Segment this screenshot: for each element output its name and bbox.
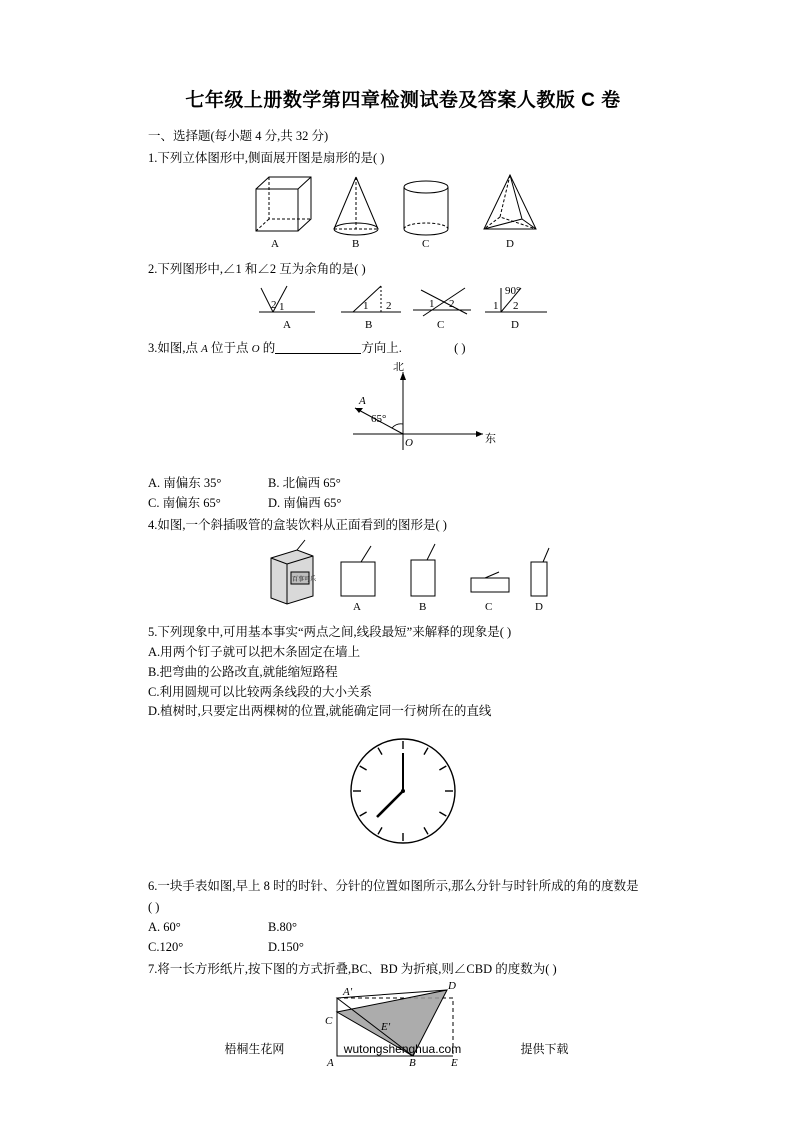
svg-text:D: D xyxy=(535,601,543,614)
answer-blank xyxy=(275,340,361,354)
question-3-figure xyxy=(148,362,658,462)
svg-text:90°: 90° xyxy=(505,285,521,298)
svg-text:C: C xyxy=(422,238,430,251)
point-a-label: A xyxy=(201,343,208,356)
svg-text:1: 1 xyxy=(363,300,369,313)
svg-text:B: B xyxy=(352,238,360,251)
svg-text:C: C xyxy=(485,601,493,614)
question-5-option-d: D.植树时,只要定出两棵树的位置,就能确定同一行树所在的直线 xyxy=(148,704,492,719)
question-4-figure xyxy=(148,538,658,619)
question-1-text: 1.下列立体图形中,侧面展开图是扇形的是( ) xyxy=(148,151,385,165)
question-3-suffix: 的 xyxy=(262,341,276,356)
question-6-options-row-2 xyxy=(148,938,658,957)
svg-text:E': E' xyxy=(381,1021,391,1034)
svg-text:D: D xyxy=(511,319,519,331)
figure-label: A xyxy=(271,238,279,251)
svg-text:2: 2 xyxy=(513,300,519,313)
svg-text:A: A xyxy=(353,601,361,614)
question-2-figure xyxy=(148,282,658,335)
svg-text:百事可乐: 百事可乐 xyxy=(292,577,317,584)
question-3-text xyxy=(148,339,658,358)
document-content xyxy=(148,85,658,1077)
svg-text:B: B xyxy=(419,601,427,614)
question-3-option-b: B. 北偏西 65° xyxy=(268,476,341,491)
section-heading: 一、选择题(每小题 4 分,共 32 分) xyxy=(148,129,329,143)
svg-text:A: A xyxy=(327,1057,334,1069)
svg-text:C: C xyxy=(437,319,445,331)
svg-text:D: D xyxy=(506,238,514,251)
svg-text:1: 1 xyxy=(429,298,435,311)
question-6-option-d: D.150° xyxy=(268,939,304,954)
svg-text:C: C xyxy=(325,1015,333,1028)
question-4-text: 4.如图,一个斜插吸管的盒装饮料从正面看到的图形是( ) xyxy=(148,517,447,532)
svg-text:D: D xyxy=(448,982,456,993)
question-3-option-c: C. 南偏东 65° xyxy=(148,495,221,510)
question-3-mid: 位于点 xyxy=(211,341,249,356)
footer-site-name: 梧桐生花网 xyxy=(224,1042,285,1056)
svg-text:B: B xyxy=(365,319,373,331)
svg-text:B: B xyxy=(409,1057,416,1069)
question-6-figure xyxy=(148,731,658,856)
question-7-figure xyxy=(148,982,658,1073)
question-5-text: 5.下列现象中,可用基本事实“两点之间,线段最短”来解释的现象是( ) xyxy=(148,625,512,640)
question-6-options-row-1 xyxy=(148,918,658,937)
question-3-tail: 方向上. xyxy=(361,341,402,356)
svg-text:2: 2 xyxy=(386,300,392,313)
svg-text:北: 北 xyxy=(393,362,404,374)
question-3-options-row-1 xyxy=(148,474,658,493)
question-6-option-b: B.80° xyxy=(268,920,297,935)
svg-text:A: A xyxy=(359,395,366,408)
svg-text:2: 2 xyxy=(271,299,277,312)
question-3-option-a: A. 南偏东 35° xyxy=(148,476,222,491)
svg-text:E: E xyxy=(451,1057,458,1069)
question-1-figure xyxy=(148,171,658,256)
svg-text:A: A xyxy=(283,319,291,331)
question-3-prefix: 3.如图,点 xyxy=(148,341,199,356)
footer-note: 提供下载 xyxy=(520,1042,569,1056)
question-6-option-c: C.120° xyxy=(148,939,184,954)
question-5-option-a: A.用两个钉子就可以把木条固定在墙上 xyxy=(148,645,361,660)
svg-text:1: 1 xyxy=(493,300,499,313)
svg-text:2: 2 xyxy=(449,298,455,311)
question-3-paren: ( ) xyxy=(454,341,466,356)
svg-text:1: 1 xyxy=(279,301,285,314)
svg-text:O: O xyxy=(405,437,413,450)
question-6-text: 6.一块手表如图,早上 8 时的时针、分针的位置如图所示,那么分针与时针所成的角的度数是 xyxy=(148,879,639,894)
page-title: 七年级上册数学第四章检测试卷及答案人教版 C 卷 xyxy=(185,90,621,111)
question-5-option-c: C.利用圆规可以比较两条线段的大小关系 xyxy=(148,684,372,699)
svg-text:东: 东 xyxy=(485,433,496,446)
svg-text:65°: 65° xyxy=(371,413,387,426)
question-7-text: 7.将一长方形纸片,按下图的方式折叠,BC、BD 为折痕,则∠CBD 的度数为( ) xyxy=(148,962,557,977)
question-3-options-row-2 xyxy=(148,494,658,513)
point-o-label: O xyxy=(251,343,260,356)
question-6-text-line2: ( ) xyxy=(148,900,160,915)
footer-site-url: wutongshenghua.com xyxy=(343,1042,462,1056)
question-6-option-a: A. 60° xyxy=(148,920,181,935)
page-footer xyxy=(0,1040,793,1057)
svg-text:A': A' xyxy=(343,986,353,999)
question-5-option-b: B.把弯曲的公路改直,就能缩短路程 xyxy=(148,664,338,679)
question-3-option-d: D. 南偏西 65° xyxy=(268,495,342,510)
question-2-text: 2.下列图形中,∠1 和∠2 互为余角的是( ) xyxy=(148,262,366,277)
